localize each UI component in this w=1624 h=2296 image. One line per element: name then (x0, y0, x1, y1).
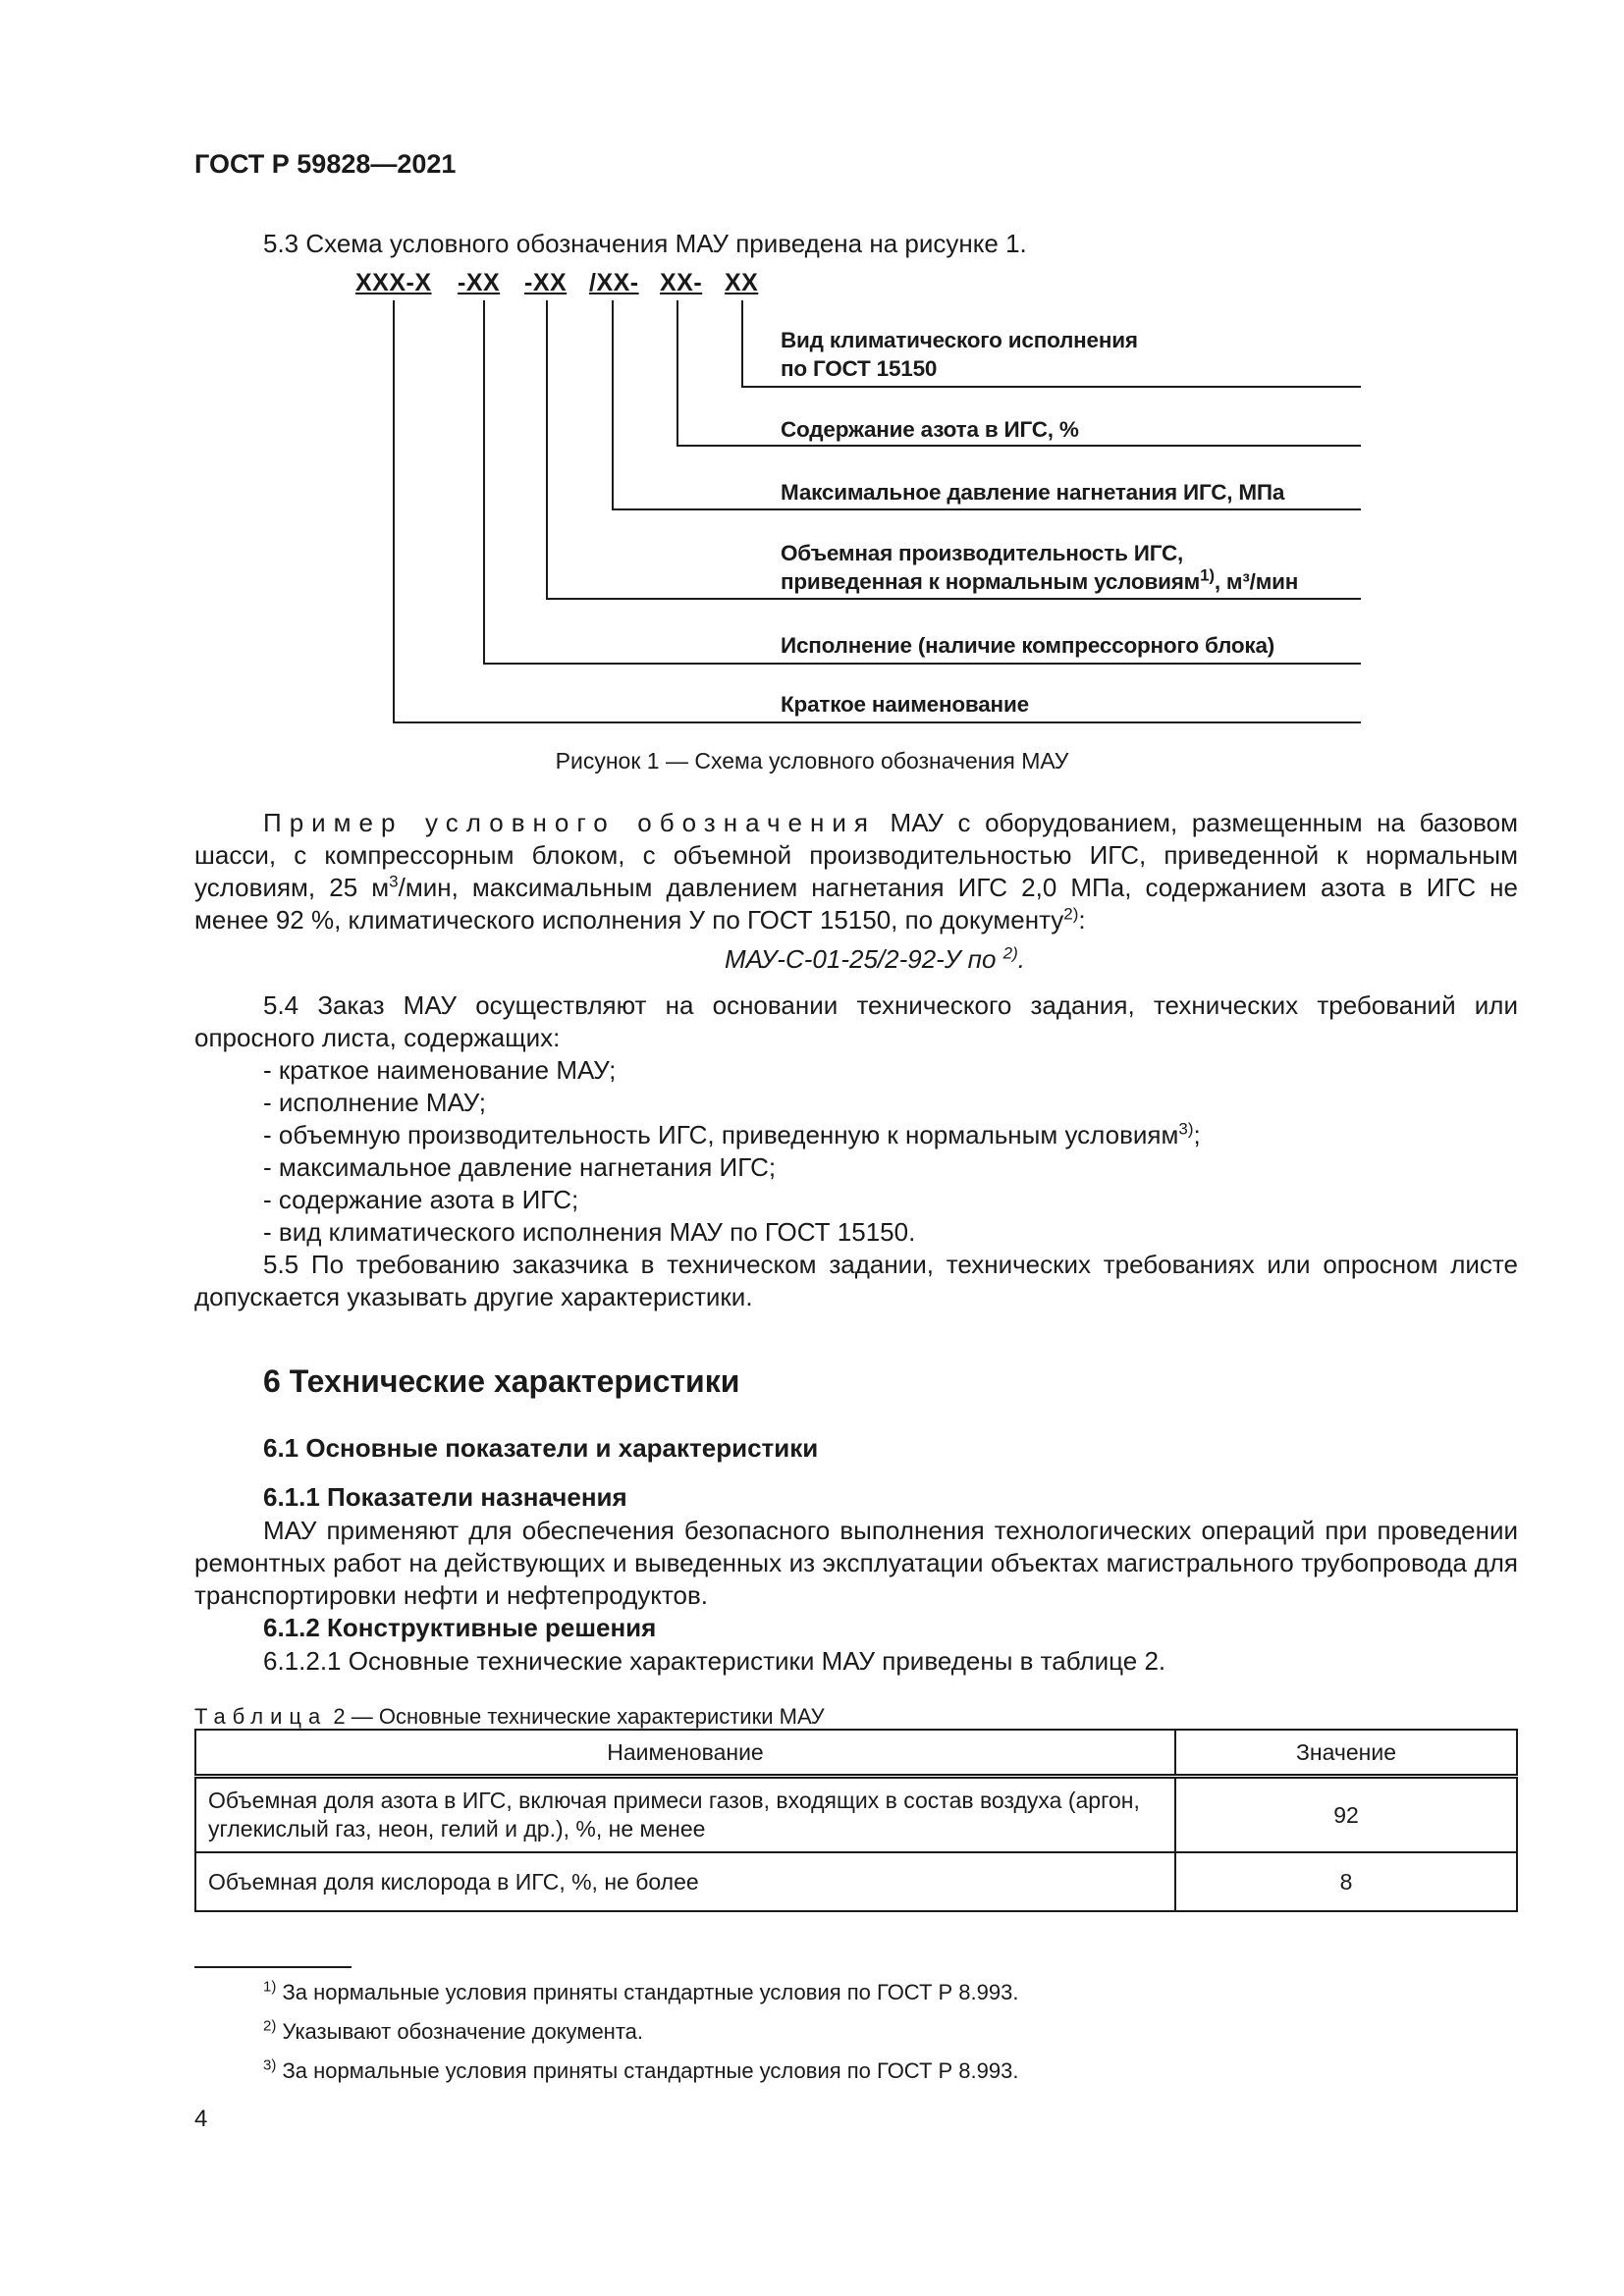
figure-caption: Рисунок 1 — Схема условного обозначения МАУ (555, 748, 1069, 774)
section-5-3-intro: 5.3 Схема условного обозначения МАУ приведена на рисунке 1. (263, 229, 1027, 258)
section-6-1-title: 6.1 Основные показатели и характеристики (263, 1433, 819, 1463)
table-row (195, 1777, 1517, 1853)
table-cell-name: Объемная доля азота в ИГС, включая примеси газов, входящих в состав воздуха (аргон, углекислый газ, неон, гелий и др.), %, не менее (195, 1777, 1175, 1853)
example-line-1: Пример условного обозначения МАУ с оборудованием, размещенным на базовом (263, 808, 1518, 837)
label-volume-line2: приведенная к нормальным условиям$^{1)}$, м³/мин (781, 565, 1299, 594)
section-5-5-text: 5.5 По требованию заказчика в техническом задании, технических требованиях или опросном листе допускается указывать другие характеристики. (194, 1250, 1518, 1311)
label-volume-line1: Объемная производительность ИГС, (781, 541, 1184, 565)
table-cell-value: 92 (1175, 1777, 1517, 1853)
characteristics-table (194, 1729, 1518, 1912)
footnote-1: $^{1)}$ За нормальные условия приняты стандартные условия по ГОСТ Р 8.993. (263, 1978, 1019, 2004)
list-item: - вид климатического исполнения МАУ по ГОСТ 15150. (263, 1217, 916, 1247)
code-part-6: XX (725, 269, 759, 296)
example-designation: МАУ-С-01-25/2-92-У по $^{2)}$. (725, 943, 1026, 974)
list-item: - краткое наименование МАУ; (263, 1055, 617, 1085)
list-item: - максимальное давление нагнетания ИГС; (263, 1152, 777, 1182)
document-header: ГОСТ Р 59828—2021 (194, 149, 457, 179)
table-header-name: Наименование (195, 1730, 1175, 1777)
table-cell-value: 8 (1175, 1852, 1517, 1911)
label-climate-line2: по ГОСТ 15150 (781, 356, 938, 381)
example-line-4: менее 92 %, климатического исполнения У по ГОСТ 15150, по документу$^{2)}$: (194, 904, 1086, 934)
section-6-1-1-title: 6.1.1 Показатели назначения (263, 1482, 627, 1512)
example-line-3: условиям, 25 $м^3$/мин, максимальным давлением нагнетания ИГС 2,0 МПа, содержанием азота в ИГС не (194, 872, 1519, 902)
page-number: 4 (194, 2106, 208, 2132)
list-item: - объемную производительность ИГС, приведенную к нормальным условиям$^{3)}$; (263, 1119, 1201, 1149)
example-line-2: шасси, с компрессорным блоком, с объемной производительностью ИГС, приведенной к нормальным (194, 840, 1518, 870)
table-caption: Таблица 2 — Основные технические характеристики МАУ (194, 1704, 825, 1729)
table-header-value: Значение (1175, 1730, 1517, 1777)
label-execution: Исполнение (наличие компрессорного блока) (781, 633, 1275, 658)
footnote-3: $^{3)}$ За нормальные условия приняты стандартные условия по ГОСТ Р 8.993. (263, 2056, 1019, 2083)
section-6-1-2-title: 6.1.2 Конструктивные решения (263, 1613, 657, 1642)
table-header-row (195, 1730, 1517, 1777)
code-part-4: /XX- (589, 269, 639, 296)
label-pressure: Максимальное давление нагнетания ИГС, МПа (781, 480, 1285, 505)
code-part-3: -XX (524, 269, 568, 296)
section-6-1-1-text: МАУ применяют для обеспечения безопасного выполнения технологических операций при проведении ремонтных работ на действующих и выведенных из эксплуатации объектах магистрального трубопровода для транспортировки нефти и нефтепродуктов. (194, 1516, 1518, 1610)
label-nitrogen: Содержание азота в ИГС, % (781, 417, 1079, 442)
code-part-1: XXX-X (355, 269, 432, 296)
section-6-title: 6 Технические характеристики (263, 1363, 740, 1399)
code-part-2: -XX (458, 269, 501, 296)
table-cell-name: Объемная доля кислорода в ИГС, %, не более (195, 1852, 1175, 1911)
label-climate-line1: Вид климатического исполнения (781, 328, 1138, 352)
list-item: - исполнение МАУ; (263, 1088, 486, 1117)
code-part-5: XX- (660, 269, 703, 296)
table-row (195, 1852, 1517, 1911)
section-5-4-text: 5.4 Заказ МАУ осуществляют на основании технического задания, технических требований или опросного листа, содержащих: (194, 990, 1518, 1052)
footnote-2: $^{2)}$ Указывают обозначение документа. (263, 2017, 643, 2044)
list-item: - содержание азота в ИГС; (263, 1185, 579, 1214)
label-short-name: Краткое наименование (781, 692, 1029, 717)
footnote-separator (194, 1966, 352, 1968)
section-6-1-2-1-text: 6.1.2.1 Основные технические характеристики МАУ приведены в таблице 2. (263, 1646, 1166, 1676)
